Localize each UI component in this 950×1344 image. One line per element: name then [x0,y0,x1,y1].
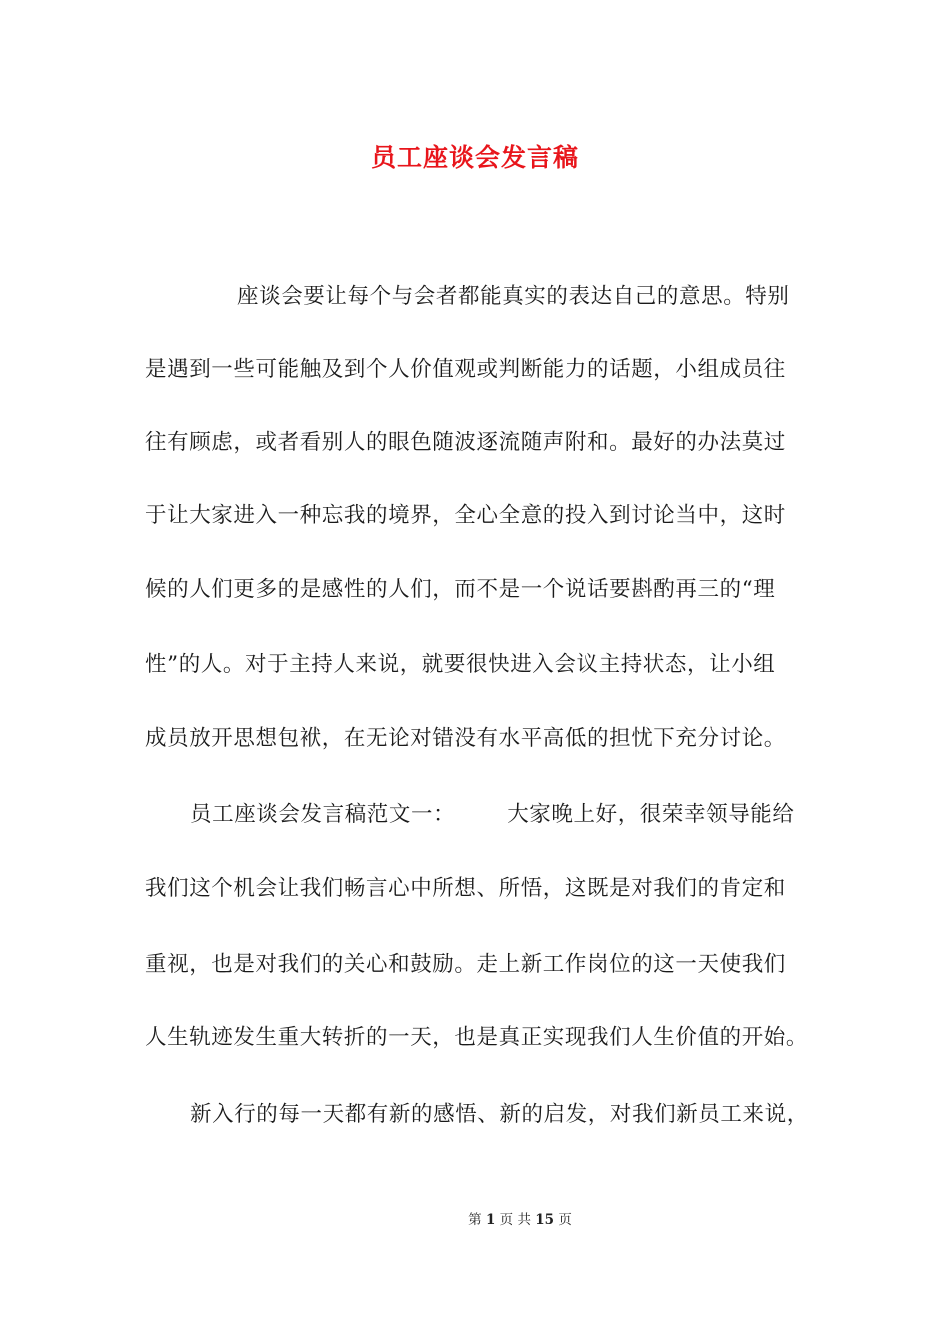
paragraph-line: 人生轨迹发生重大转折的一天，也是真正实现我们人生价值的开始。 [145,1025,809,1050]
section-heading: 员工座谈会发言稿范文一： [190,802,456,827]
paragraph-line: 往有顾虑，或者看别人的眼色随波逐流随声附和。最好的办法莫过 [145,430,786,455]
total-pages-number: 15 [535,1212,555,1228]
paragraph-line: 重视，也是对我们的关心和鼓励。走上新工作岗位的这一天使我们 [145,952,786,977]
paragraph-line [190,800,795,830]
paragraph-line: 成员放开思想包袱，在无论对错没有水平高低的担忧下充分讨论。 [145,726,786,751]
footer-suffix: 页 [558,1212,572,1228]
page-footer [0,1208,950,1228]
paragraph-line: 新入行的每一天都有新的感悟、新的启发，对我们新员工来说， [190,1102,809,1127]
paragraph-line: 于让大家进入一种忘我的境界，全心全意的投入到讨论当中，这时 [145,503,786,528]
document-title: 员工座谈会发言稿 [370,143,579,172]
paragraph-line: 座谈会要让每个与会者都能真实的表达自己的意思。特别 [237,284,790,309]
paragraph-line: 我们这个机会让我们畅言心中所想、所悟，这既是对我们的肯定和 [145,876,786,901]
footer-middle: 页 共 [499,1212,531,1228]
paragraph-line: 是遇到一些可能触及到个人价值观或判断能力的话题，小组成员往 [145,357,786,382]
paragraph-line: 性”的人。对于主持人来说，就要很快进入会议主持状态，让小组 [145,652,776,677]
footer-prefix: 第 [468,1212,482,1228]
current-page-number: 1 [485,1212,496,1228]
greeting-text: 大家晚上好，很荣幸领导能给 [507,802,795,827]
paragraph-line: 候的人们更多的是感性的人们，而不是一个说话要斟酌再三的“理 [145,577,776,602]
